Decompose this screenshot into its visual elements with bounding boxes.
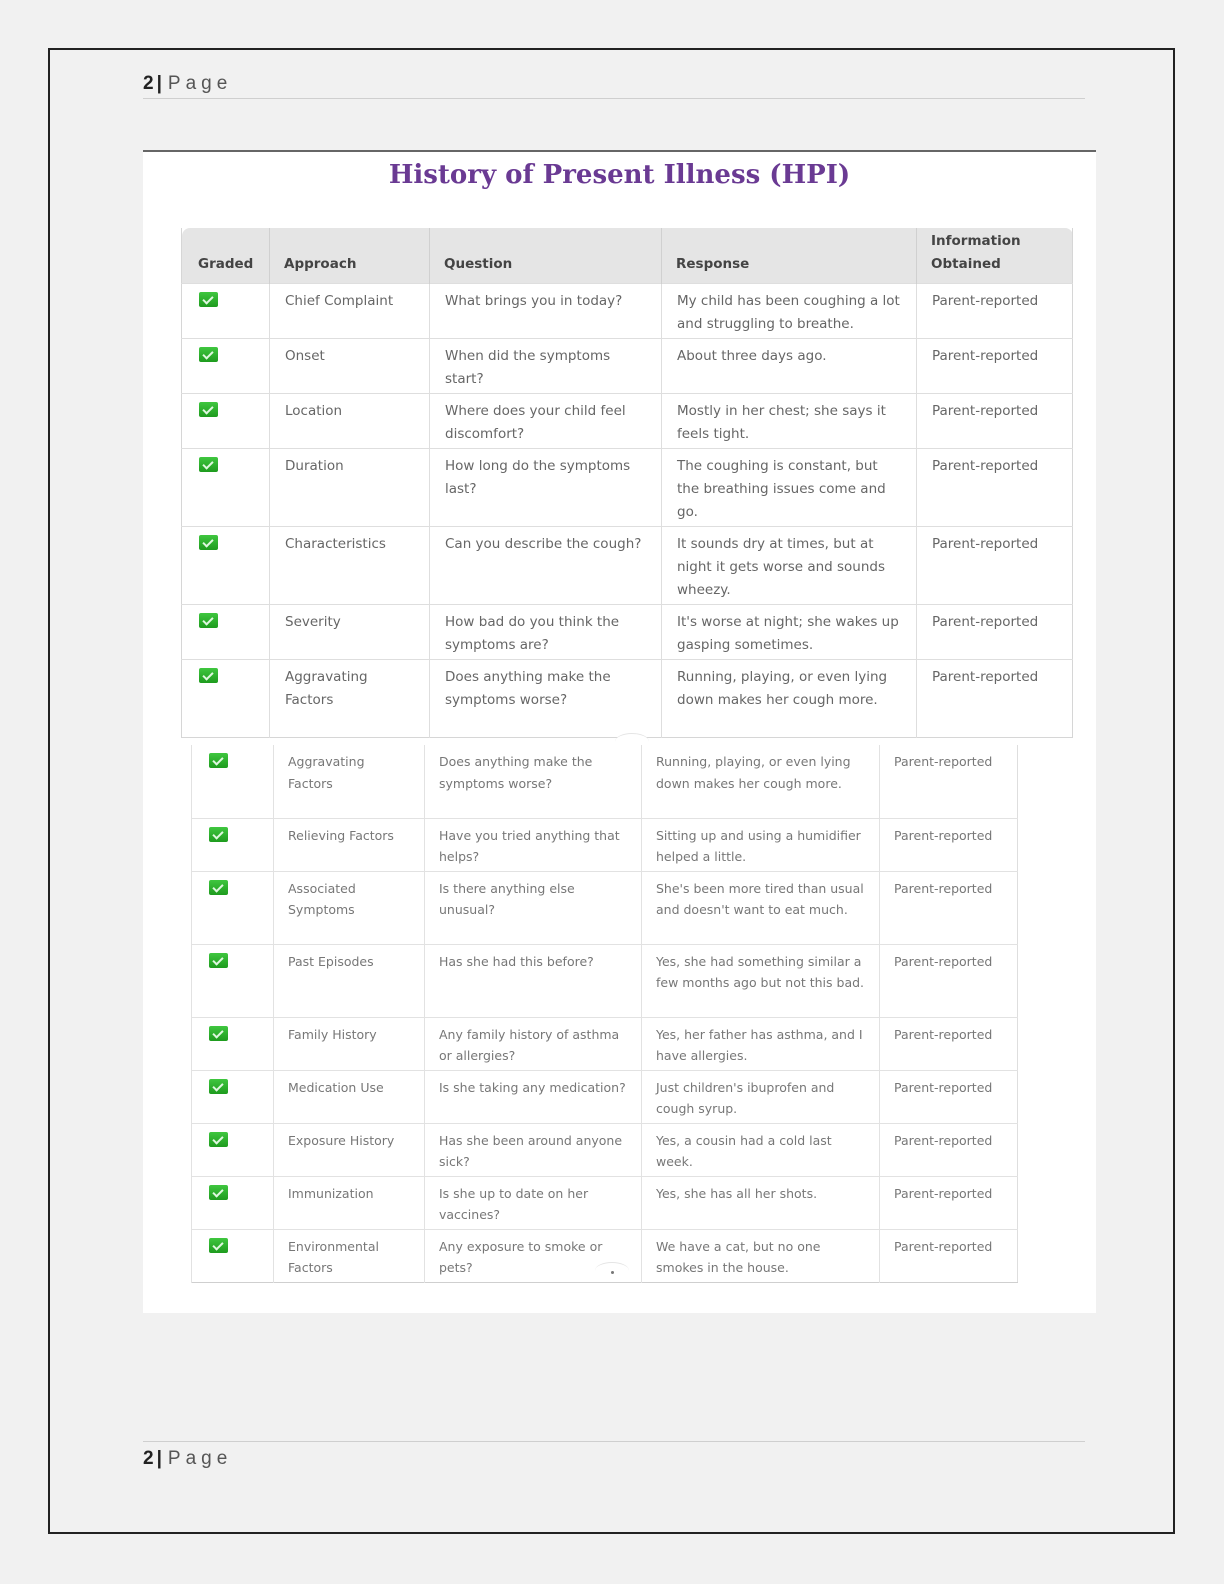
response-cell: Yes, a cousin had a cold last week. <box>642 1123 880 1176</box>
question-cell: Has she had this before? <box>425 944 642 1017</box>
hpi-table-bottom <box>191 745 1018 1283</box>
check-icon <box>209 1079 228 1094</box>
header-page-number: 2 <box>143 73 154 94</box>
check-icon <box>209 1132 228 1147</box>
approach-cell: Severity <box>270 605 430 660</box>
graded-cell <box>192 745 274 818</box>
question-cell: Does anything make the symptoms worse? <box>425 745 642 818</box>
check-icon <box>209 880 228 895</box>
question-cell: Have you tried anything that helps? <box>425 818 642 871</box>
information-obtained-cell: Parent-reported <box>880 1176 1018 1229</box>
information-obtained-cell: Parent-reported <box>880 745 1018 818</box>
information-obtained-cell: Parent-reported <box>880 1229 1018 1282</box>
graded-cell <box>182 394 270 449</box>
response-cell: She's been more tired than usual and doesn't want to eat much. <box>642 871 880 944</box>
table-row <box>182 605 1073 660</box>
question-cell: Any exposure to smoke or pets? <box>425 1229 642 1282</box>
check-icon <box>209 1026 228 1041</box>
column-header-graded: Graded <box>182 228 270 284</box>
approach-cell: Immunization <box>274 1176 425 1229</box>
check-icon <box>199 457 218 472</box>
graded-cell <box>192 871 274 944</box>
information-obtained-cell: Parent-reported <box>917 605 1073 660</box>
check-icon <box>199 402 218 417</box>
document-title: History of Present Illness (HPI) <box>388 160 851 190</box>
check-icon <box>209 953 228 968</box>
header-separator: | <box>156 73 162 94</box>
question-cell: Where does your child feel discomfort? <box>430 394 662 449</box>
table-row <box>182 339 1073 394</box>
information-obtained-cell: Parent-reported <box>880 871 1018 944</box>
page-footer <box>143 1448 232 1470</box>
response-cell: About three days ago. <box>662 339 917 394</box>
information-obtained-cell: Parent-reported <box>917 527 1073 605</box>
response-cell: Just children's ibuprofen and cough syrup. <box>642 1070 880 1123</box>
graded-cell <box>192 1229 274 1282</box>
approach-cell: Chief Complaint <box>270 284 430 339</box>
footer-rule <box>143 1441 1085 1442</box>
check-icon <box>209 753 228 768</box>
response-cell: Running, playing, or even lying down makes her cough more. <box>662 660 917 738</box>
table-row <box>192 944 1018 1017</box>
information-obtained-cell: Parent-reported <box>917 394 1073 449</box>
header-page-word: Page <box>167 73 233 94</box>
hpi-table-top <box>181 228 1073 738</box>
approach-cell: Relieving Factors <box>274 818 425 871</box>
graded-cell <box>192 1123 274 1176</box>
graded-cell <box>182 605 270 660</box>
table-row <box>192 871 1018 944</box>
response-cell: Yes, she has all her shots. <box>642 1176 880 1229</box>
information-obtained-cell: Parent-reported <box>880 1070 1018 1123</box>
response-cell: Running, playing, or even lying down makes her cough more. <box>642 745 880 818</box>
table-row <box>182 449 1073 527</box>
approach-cell: Aggravating Factors <box>274 745 425 818</box>
response-cell: My child has been coughing a lot and struggling to breathe. <box>662 284 917 339</box>
graded-cell <box>192 944 274 1017</box>
column-header-information-obtained: Information Obtained <box>917 228 1073 284</box>
footer-page-word: Page <box>167 1448 233 1469</box>
check-icon <box>199 535 218 550</box>
table-row <box>192 818 1018 871</box>
table-row <box>192 1123 1018 1176</box>
approach-cell: Family History <box>274 1017 425 1070</box>
header-rule <box>143 98 1085 99</box>
approach-cell: Location <box>270 394 430 449</box>
question-cell: Any family history of asthma or allergies? <box>425 1017 642 1070</box>
approach-cell: Past Episodes <box>274 944 425 1017</box>
screenshot-content <box>143 150 1096 1313</box>
approach-cell: Environmental Factors <box>274 1229 425 1282</box>
column-header-approach: Approach <box>270 228 430 284</box>
check-icon <box>199 292 218 307</box>
check-icon <box>199 613 218 628</box>
information-obtained-cell: Parent-reported <box>917 449 1073 527</box>
table-row <box>182 660 1073 738</box>
graded-cell <box>192 1017 274 1070</box>
graded-cell <box>182 449 270 527</box>
check-icon <box>209 827 228 842</box>
question-cell: Is she up to date on her vaccines? <box>425 1176 642 1229</box>
approach-cell: Aggravating Factors <box>270 660 430 738</box>
question-cell: How long do the symptoms last? <box>430 449 662 527</box>
page-header <box>143 73 232 95</box>
question-cell: Is she taking any medication? <box>425 1070 642 1123</box>
table-row <box>192 1070 1018 1123</box>
graded-cell <box>192 1070 274 1123</box>
approach-cell: Duration <box>270 449 430 527</box>
graded-cell <box>182 284 270 339</box>
footer-separator: | <box>156 1448 162 1469</box>
graded-cell <box>182 660 270 738</box>
response-cell: It sounds dry at times, but at night it gets worse and sounds wheezy. <box>662 527 917 605</box>
information-obtained-cell: Parent-reported <box>917 660 1073 738</box>
approach-cell: Medication Use <box>274 1070 425 1123</box>
approach-cell: Associated Symptoms <box>274 871 425 944</box>
graded-cell <box>192 818 274 871</box>
information-obtained-cell: Parent-reported <box>880 818 1018 871</box>
response-cell: Mostly in her chest; she says it feels tight. <box>662 394 917 449</box>
graded-cell <box>182 527 270 605</box>
graded-cell <box>182 339 270 394</box>
check-icon <box>209 1238 228 1253</box>
question-cell: Has she been around anyone sick? <box>425 1123 642 1176</box>
check-icon <box>199 668 218 683</box>
table-row <box>182 394 1073 449</box>
information-obtained-cell: Parent-reported <box>917 339 1073 394</box>
table-row <box>192 745 1018 818</box>
table-row <box>182 527 1073 605</box>
approach-cell: Onset <box>270 339 430 394</box>
question-cell: Can you describe the cough? <box>430 527 662 605</box>
question-cell: How bad do you think the symptoms are? <box>430 605 662 660</box>
graded-cell <box>192 1176 274 1229</box>
approach-cell: Exposure History <box>274 1123 425 1176</box>
column-header-response: Response <box>662 228 917 284</box>
question-cell: What brings you in today? <box>430 284 662 339</box>
information-obtained-cell: Parent-reported <box>880 1017 1018 1070</box>
response-cell: Sitting up and using a humidifier helped a little. <box>642 818 880 871</box>
question-cell: Does anything make the symptoms worse? <box>430 660 662 738</box>
response-cell: The coughing is constant, but the breathing issues come and go. <box>662 449 917 527</box>
scroll-indicator-dot <box>611 1271 614 1274</box>
table-row <box>182 284 1073 339</box>
response-cell: Yes, her father has asthma, and I have allergies. <box>642 1017 880 1070</box>
approach-cell: Characteristics <box>270 527 430 605</box>
response-cell: We have a cat, but no one smokes in the house. <box>642 1229 880 1282</box>
information-obtained-cell: Parent-reported <box>880 944 1018 1017</box>
check-icon <box>209 1185 228 1200</box>
information-obtained-cell: Parent-reported <box>880 1123 1018 1176</box>
table-row <box>192 1017 1018 1070</box>
column-header-question: Question <box>430 228 662 284</box>
information-obtained-cell: Parent-reported <box>917 284 1073 339</box>
question-cell: Is there anything else unusual? <box>425 871 642 944</box>
table-row <box>192 1176 1018 1229</box>
response-cell: Yes, she had something similar a few months ago but not this bad. <box>642 944 880 1017</box>
table-header-row <box>182 228 1073 284</box>
check-icon <box>199 347 218 362</box>
response-cell: It's worse at night; she wakes up gasping sometimes. <box>662 605 917 660</box>
question-cell: When did the symptoms start? <box>430 339 662 394</box>
footer-page-number: 2 <box>143 1448 154 1469</box>
